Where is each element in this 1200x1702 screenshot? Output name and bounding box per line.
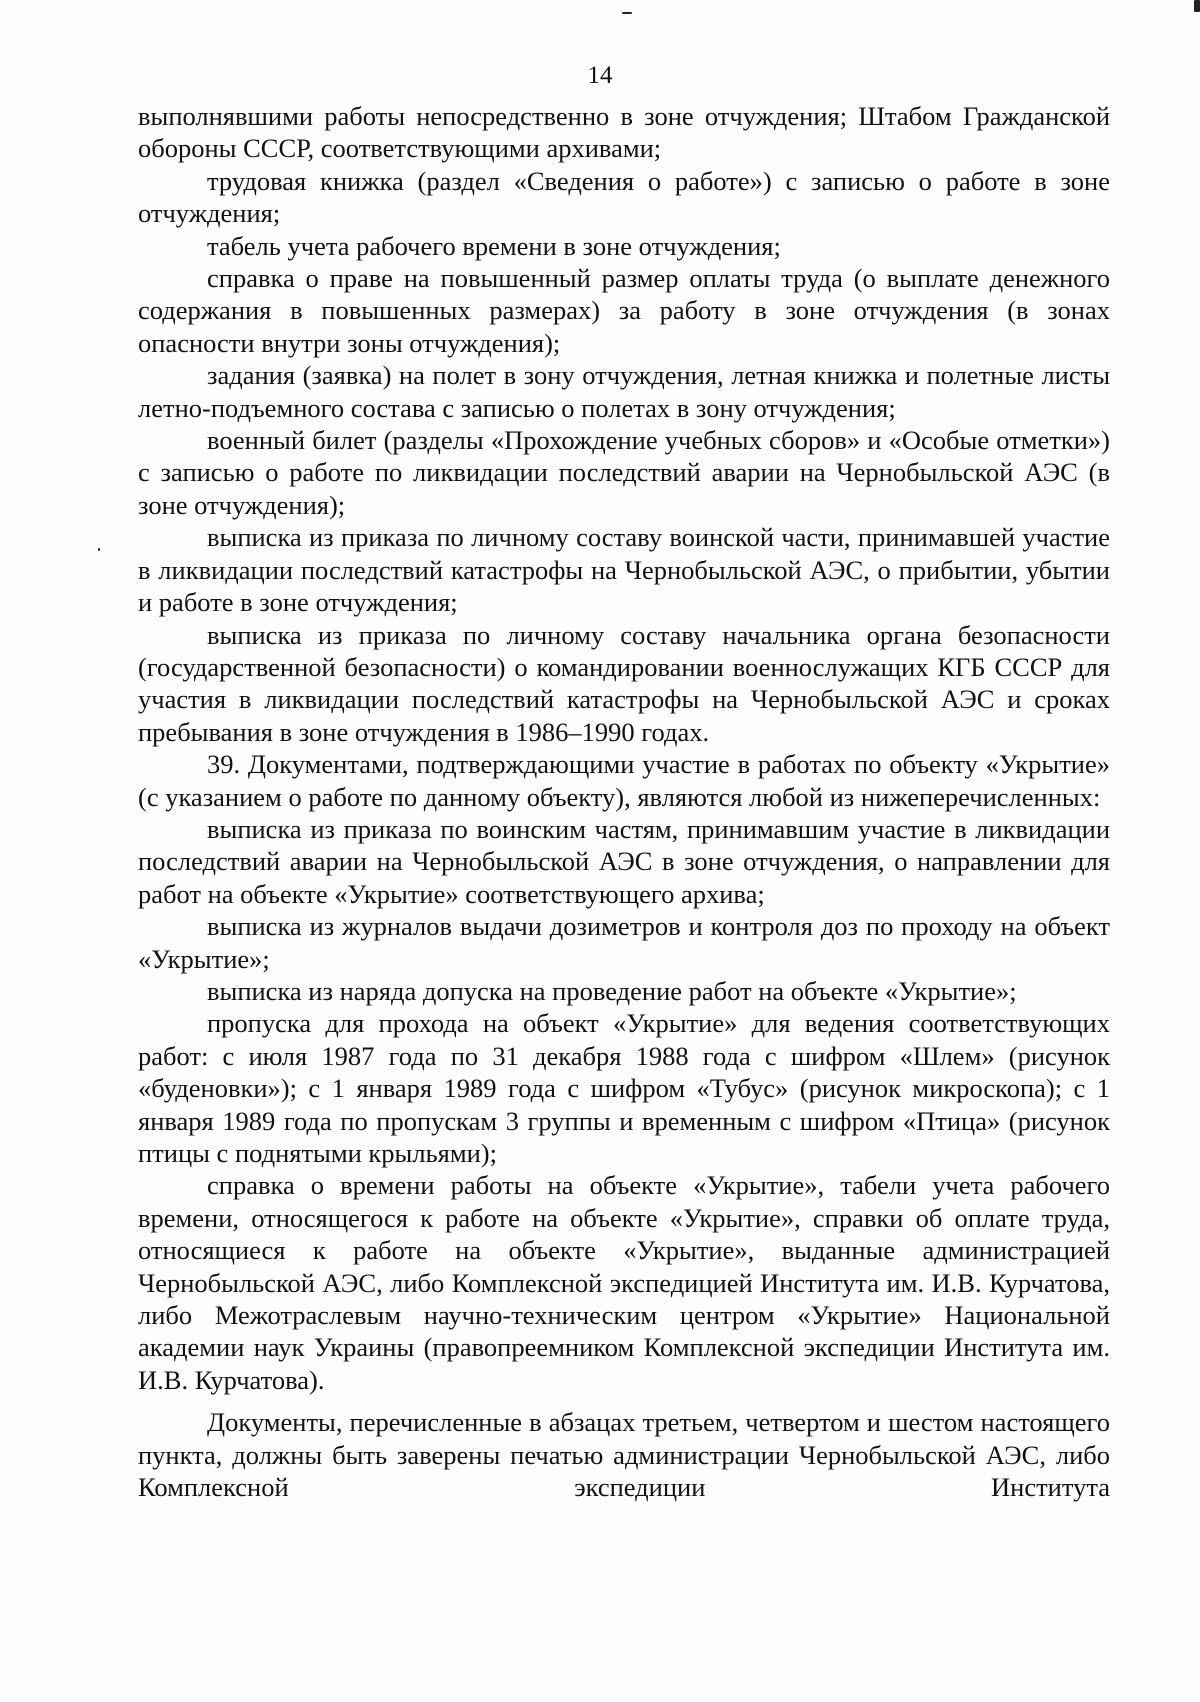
paragraph-work-permit: выписка из наряда допуска на проведение работ на объекте «Укрытие»;: [207, 975, 1017, 1006]
scan-artifact-corner: [1194, 0, 1200, 12]
paragraph-timesheet: табель учета рабочего времени в зоне отчуждения;: [207, 230, 781, 261]
paragraph-military-units-extract: выписка из приказа по воинским частям, принимавшим участие в ликвидации последствий аварии на Чернобыльской АЭС в зоне отчуждения, о направлении для работ на объекте «Укрытие» соответствующего архива;: [138, 813, 1110, 909]
scan-artifact-top: [622, 12, 632, 14]
document-body: [138, 100, 1110, 1503]
paragraph-continuation: выполнявшими работы непосредственно в зоне отчуждения; Штабом Гражданской обороны СССР, соответствующими архивами;: [138, 101, 1110, 164]
paragraph-pay-certificate: справка о праве на повышенный размер оплаты труда (о выплате денежного содержания в повышенных размерах) за работу в зоне отчуждения (в зонах опасности внутри зоны отчуждения);: [138, 263, 1110, 358]
paragraph-item-39: 39. Документами, подтверждающими участие в работах по объекту «Укрытие» (с указанием о работе по данному объекту), являются любой из нижеперечисленных:: [138, 749, 1110, 812]
paragraph-kgb-order-extract: выписка из приказа по личному составу начальника органа безопасности (государственной безопасности) о командировании военнослужащих КГБ СССР для участия в ликвидации последствий катастрофы на Чернобыльской АЭС и сроках пребывания в зоне отчуждения в 1986–1990 годах.: [138, 619, 1110, 747]
paragraph-unit-order-extract: выписка из приказа по личному составу воинской части, принимавшей участие в ликвидации последствий катастрофы на Чернобыльской АЭС, о прибытии, убытии и работе в зоне отчуждения;: [138, 522, 1110, 618]
paragraph-certification-requirement: Документы, перечисленные в абзацах третьем, четвертом и шестом настоящего пункта, должны быть заверены печатью администрации Чернобыльской АЭС, либо Комплексной экспедиции Института: [138, 1407, 1110, 1503]
paragraph-employment-record: трудовая книжка (раздел «Сведения о работе») с записью о работе в зоне отчуждения;: [138, 165, 1110, 229]
page-number: 14: [587, 62, 613, 89]
paragraph-military-id: военный билет (разделы «Прохождение учебных сборов» и «Особые отметки») с записью о работе по ликвидации последствий аварии на Чернобыльской АЭС (в зоне отчуждения);: [138, 425, 1110, 520]
paragraph-work-certificate: справка о времени работы на объекте «Укрытие», табели учета рабочего времени, относящегося к работе на объекте «Укрытие», справки об оплате труда, относящиеся к работе на объекте «Укрытие», выданные администрацией Чернобыльской АЭС, либо Комплексной экспедицией Института им. И.В. Курчатова, либо Межотраслевым научно-техническим центром «Укрытие» Национальной академии наук Украины (правопреемником Комплексной экспедиции Института им. И.В. Курчатова).: [138, 1170, 1110, 1395]
paragraph-passes: пропуска для прохода на объект «Укрытие» для ведения соответствующих работ: с июля 1987 года по 31 декабря 1988 года с шифром «Шлем» (рисунок «буденовки»); с 1 января 1989 года с шифром «Тубус» (рисунок микроскопа); с 1 января 1989 года по пропускам 3 группы и временным с шифром «Птица» (рисунок птицы с поднятыми крыльями);: [138, 1008, 1110, 1168]
paragraph-flight-tasks: задания (заявка) на полет в зону отчуждения, летная книжка и полетные листы летно-подъемного состава с записью о полетах в зону отчуждения;: [138, 360, 1110, 423]
paragraph-dosimeter-log: выписка из журналов выдачи дозиметров и контроля доз по проходу на объект «Укрытие»;: [138, 911, 1110, 974]
scan-artifact-left: [98, 548, 100, 551]
